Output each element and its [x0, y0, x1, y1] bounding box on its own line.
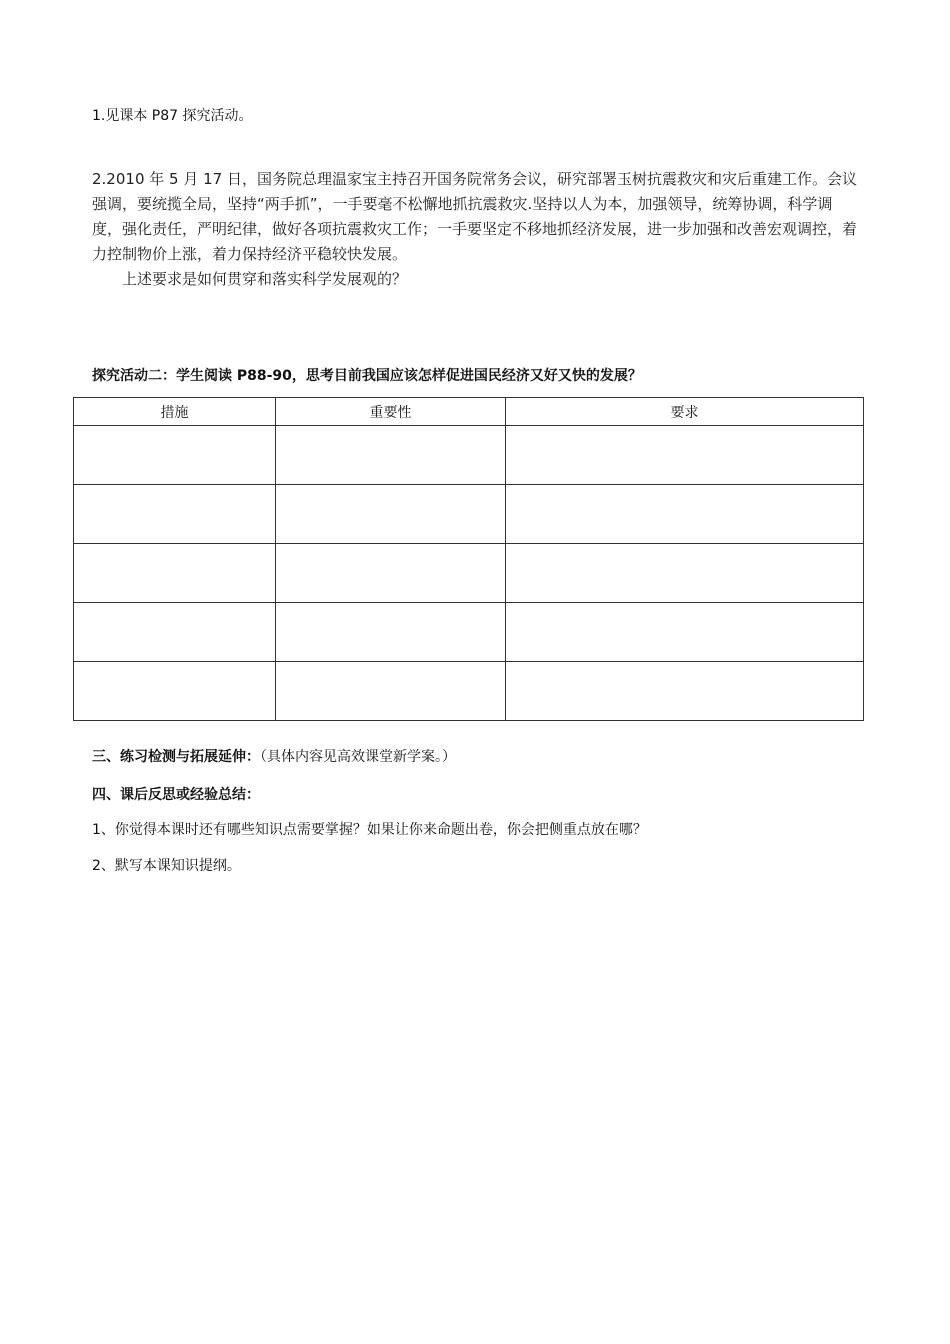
table-cell[interactable] [74, 426, 276, 485]
item-1: 1.见课本 P87 探究活动。 [92, 108, 253, 124]
measures-table [73, 397, 864, 721]
table-cell[interactable] [276, 426, 506, 485]
table-header-row [74, 398, 864, 426]
table-cell[interactable] [74, 603, 276, 662]
table-row [74, 485, 864, 544]
table-cell[interactable] [276, 485, 506, 544]
reflection-question-2: 2、默写本课知识提纲。 [92, 858, 241, 874]
table-cell[interactable] [506, 603, 864, 662]
section-4-title: 四、课后反思或经验总结： [92, 787, 260, 803]
item-2-body: 2.2010 年 5 月 17 日，国务院总理温家宝主持召开国务院常务会议，研究部署玉树抗震救灾和灾后重建工作。会议强调，要统揽全局，坚持“两手抓”，一手要毫不松懈地抓抗震救灾.坚持以人为本，加强领导，统筹协调，科学调度，强化责任，严明纪律，做好各项抗震救灾工作；一手要坚定不移地抓经济发展，进一步加强和改善宏观调控，着力控制物价上涨，着力保持经济平稳较快发展。 [92, 170, 858, 263]
table-cell[interactable] [74, 662, 276, 721]
activity-2-title: 探究活动二：学生阅读 P88-90，思考目前我国应该怎样促进国民经济又好又快的发展？ [92, 368, 642, 384]
table-row [74, 426, 864, 485]
section-3-note: （具体内容见高效课堂新学案。） [260, 749, 456, 765]
table-row [74, 662, 864, 721]
table-cell[interactable] [506, 485, 864, 544]
table-row [74, 603, 864, 662]
item-2-paragraph [92, 167, 862, 292]
table-cell[interactable] [506, 662, 864, 721]
reflection-question-1: 1、你觉得本课时还有哪些知识点需要掌握？如果让你来命题出卷，你会把侧重点放在哪？ [92, 822, 647, 838]
table-cell[interactable] [74, 544, 276, 603]
table-cell[interactable] [506, 544, 864, 603]
section-3-title: 三、练习检测与拓展延伸： [92, 749, 260, 765]
section-3 [92, 747, 456, 767]
column-header-requirements: 要求 [506, 398, 864, 426]
column-header-measures: 措施 [74, 398, 276, 426]
item-2-question: 上述要求是如何贯穿和落实科学发展观的？ [122, 270, 408, 288]
column-header-importance: 重要性 [276, 398, 506, 426]
table-cell[interactable] [276, 603, 506, 662]
table-cell[interactable] [276, 662, 506, 721]
table-cell[interactable] [74, 485, 276, 544]
table-row [74, 544, 864, 603]
table-cell[interactable] [506, 426, 864, 485]
table-cell[interactable] [276, 544, 506, 603]
